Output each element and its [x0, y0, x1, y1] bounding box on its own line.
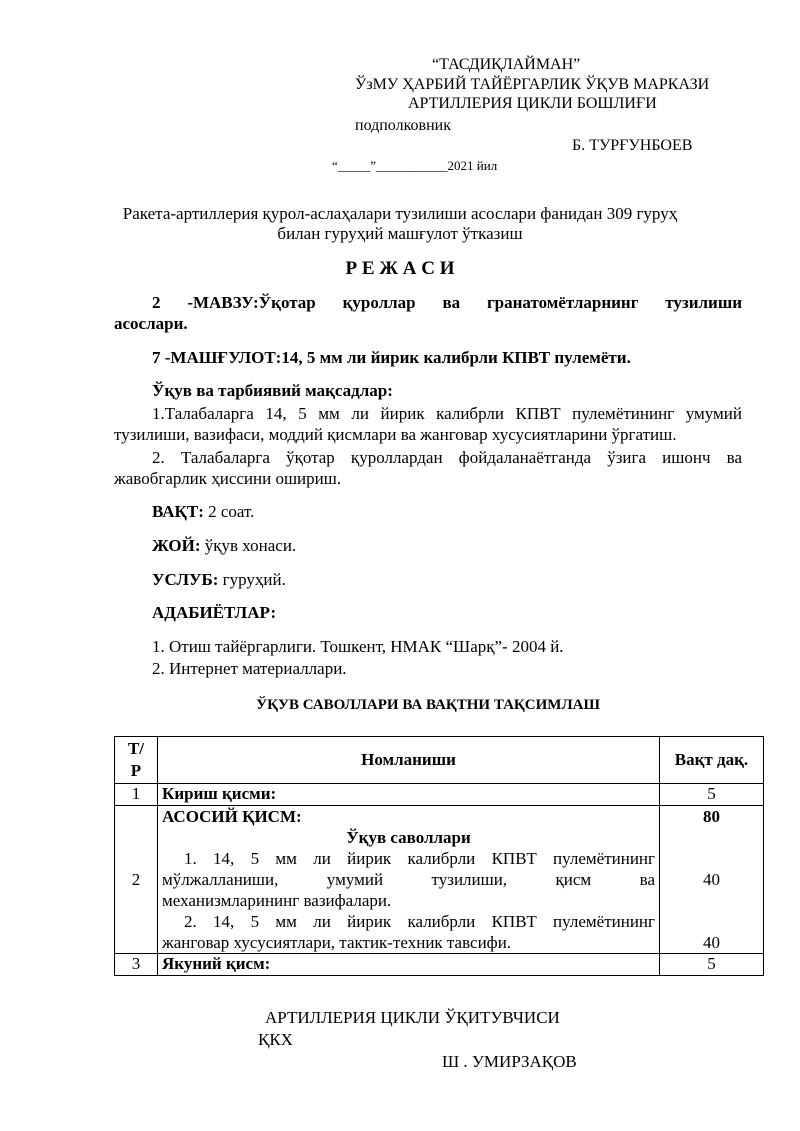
row-2-time-cell	[660, 806, 764, 954]
question-1-line3: механизмларининг вазифалари.	[162, 891, 392, 910]
row-2-time: 80	[703, 807, 720, 826]
question-2-line1: 2. 14, 5 мм ли йирик калибрли КПВТ пулемётининг	[184, 912, 655, 931]
question-2-line2: жанговар хусусиятлари, тактик-техник тавсифи.	[162, 933, 512, 952]
row-1-name: Кириш қисми:	[158, 784, 660, 806]
approval-name: Б. ТУРҒУНБОЕВ	[572, 137, 693, 154]
topic-line1: 2 -МАВЗУ:Ўқотар қуроллар ва гранатомётларнинг тузилиши	[152, 293, 742, 312]
goal-2-line1: 2. Талабаларга ўқотар қуроллардан фойдаланаётганда ўзига ишонч ва	[152, 448, 742, 467]
goal-2-line2: жавобгарлик ҳиссини ошириш.	[114, 469, 342, 488]
subject-line1: Ракета-артиллерия қурол-аслаҳалари тузилиши асослари фанидан 309 гуруҳ	[122, 204, 678, 223]
time-value: 2 соат.	[203, 502, 255, 521]
method-line	[152, 570, 286, 590]
topic-line2: асослари.	[114, 314, 188, 333]
plan-title: Р Е Ж А С И	[345, 258, 455, 279]
table-row	[115, 954, 764, 976]
row-3-name: Якуний қисм:	[158, 954, 660, 976]
subject-line2: билан гуруҳий машғулот ўтказиш	[277, 224, 523, 243]
approval-date: “_____”___________2021 йил	[332, 158, 498, 173]
goals-heading: Ўқув ва тарбиявий мақсадлар:	[152, 381, 393, 400]
time-line	[152, 502, 254, 522]
goal-1-line1: 1.Талабаларга 14, 5 мм ли йирик калибрли КПВТ пулемётининг умумий	[152, 404, 742, 423]
lesson-title: 7 -МАШҒУЛОТ:14, 5 мм ли йирик калибрли КПВТ пулемёти.	[152, 348, 631, 367]
table-header-row	[115, 737, 764, 784]
literature-item-2: 2. Интернет материаллари.	[152, 659, 347, 678]
row-2-name: АСОСИЙ ҚИСМ:	[162, 807, 302, 826]
header-time: Вақт дақ.	[660, 737, 764, 784]
row-1-time: 5	[660, 784, 764, 806]
question-1-line2: мўлжалланиши, умумий тузилиши, қисм ва	[162, 870, 655, 889]
approval-heading: “ТАСДИҚЛАЙМАН”	[432, 56, 581, 73]
row-3-time: 5	[660, 954, 764, 976]
goal-1-line2: тузилиши, вазифаси, моддий қисмлари ва жанговар хусусиятларини ўргатиш.	[114, 425, 677, 444]
header-num-line2: Р	[130, 761, 142, 780]
schedule-table	[114, 736, 764, 976]
literature-heading: АДАБИЁТЛАР:	[152, 603, 277, 622]
table-row	[115, 806, 764, 954]
question-1-line1: 1. 14, 5 мм ли йирик калибрли КПВТ пулемётининг	[184, 849, 655, 868]
header-name: Номланиши	[158, 737, 660, 784]
place-label: ЖОЙ:	[152, 536, 201, 555]
row-2-subheading: Ўқув саволлари	[346, 828, 471, 847]
method-label: УСЛУБ:	[152, 570, 219, 589]
row-2-name-cell	[158, 806, 660, 954]
row-1-num: 1	[115, 784, 158, 806]
row-2-num: 2	[115, 806, 158, 954]
question-1-time: 40	[703, 870, 720, 889]
table-caption: ЎҚУВ САВОЛЛАРИ ВА ВАҚТНИ ТАҚСИМЛАШ	[256, 697, 600, 713]
question-2-time: 40	[703, 933, 720, 952]
row-3-num: 3	[115, 954, 158, 976]
signature-position: АРТИЛЛЕРИЯ ЦИКЛИ ЎҚИТУВЧИСИ	[265, 1008, 560, 1027]
header-num	[115, 737, 158, 784]
approval-rank: подполковник	[355, 117, 451, 134]
approval-org-line1: ЎзМУ ҲАРБИЙ ТАЙЁРГАРЛИК ЎҚУВ МАРКАЗИ	[355, 76, 710, 93]
method-value: гуруҳий.	[218, 570, 286, 589]
header-num-line1: Т/	[127, 739, 145, 758]
table-row	[115, 784, 764, 806]
literature-item-1: 1. Отиш тайёргарлиги. Тошкент, НМАК “Шарқ”- 2004 й.	[152, 637, 564, 656]
time-label: ВАҚТ:	[152, 502, 204, 521]
approval-org-line2: АРТИЛЛЕРИЯ ЦИКЛИ БОШЛИҒИ	[408, 95, 657, 112]
signature-unit: ҚКХ	[258, 1030, 293, 1049]
place-value: ўқув хонаси.	[200, 536, 297, 555]
place-line	[152, 536, 296, 556]
signature-name: Ш . УМИРЗАҚОВ	[442, 1052, 577, 1071]
